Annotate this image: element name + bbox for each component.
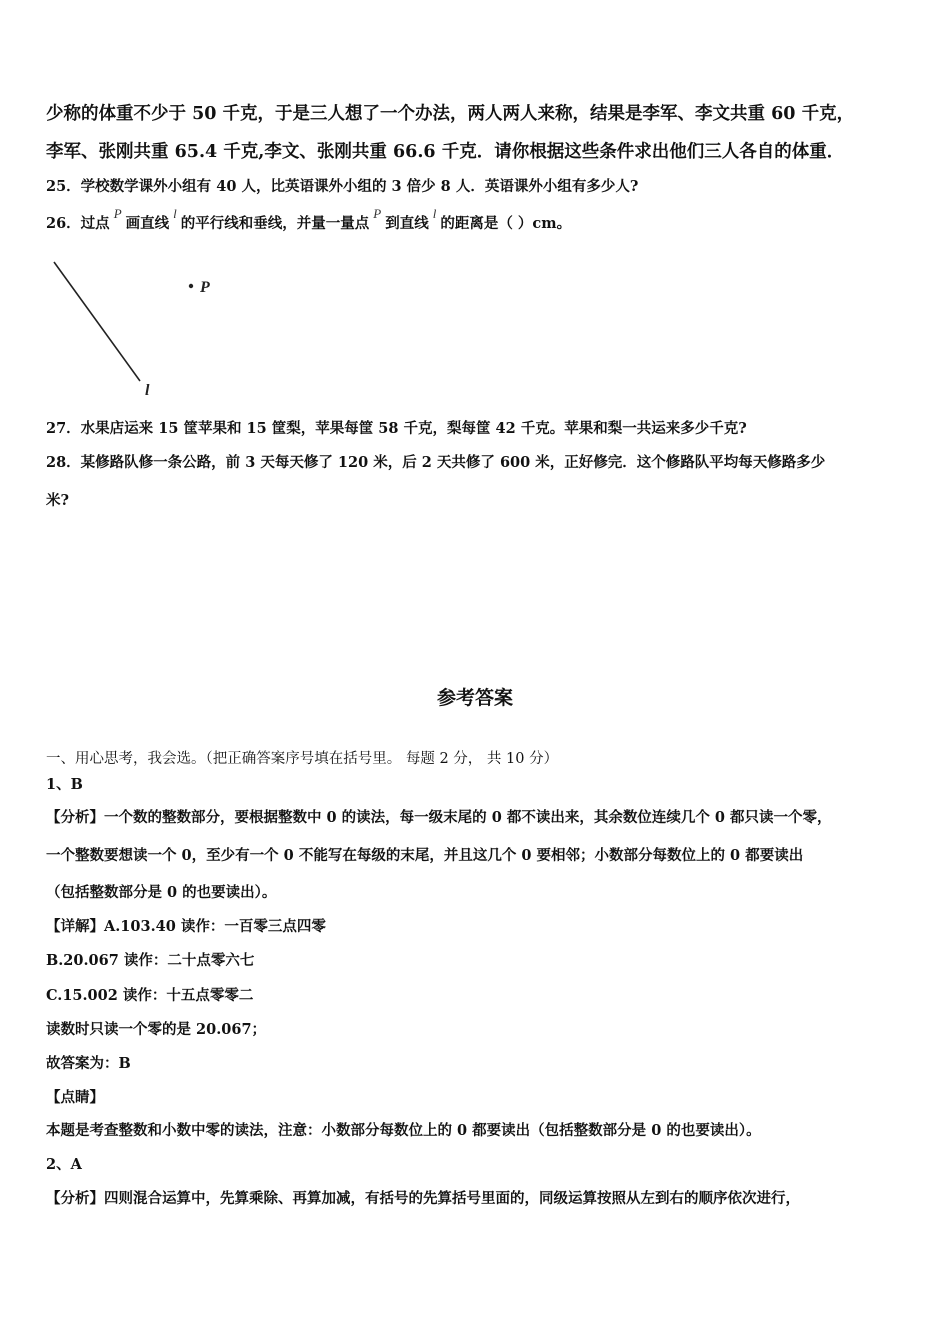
- q26-text-4: 到直线: [385, 215, 429, 232]
- question-27: 27．水果店运来 15 筐苹果和 15 筐梨，苹果每筐 58 千克，梨每筐 42 千克。苹果和梨一共运来多少千克?: [46, 420, 747, 437]
- answer-1-final: 故答案为：B: [46, 1055, 131, 1072]
- q26-text-2: 画直线: [125, 215, 170, 232]
- q26-text-5: 的距离是（ ）cm。: [440, 215, 572, 232]
- answer-1-analysis-3: （包括整数部分是 0 的也要读出）。: [46, 884, 277, 901]
- answer-1-option-b: B.20.067 读作：二十点零六七: [46, 952, 255, 969]
- point-p-label: P: [200, 279, 210, 296]
- var-l: l: [173, 206, 177, 221]
- var-p: P: [373, 206, 382, 221]
- answer-2-analysis: 【分析】四则混合运算中，先算乘除、再算加减，有括号的先算括号里面的，同级运算按照从左到右的顺序依次进行，: [46, 1190, 800, 1207]
- q26-text-3: 的平行线和垂线，并量一量点: [180, 215, 370, 232]
- point-p-dot: [189, 284, 193, 288]
- q26-text-1: 26．过点: [46, 215, 110, 232]
- var-p: P: [113, 206, 122, 221]
- answer-1-head: 1、B: [46, 776, 83, 793]
- var-l: l: [432, 206, 437, 221]
- answer-1-tip: 本题是考查整数和小数中零的读法，注意：小数部分每数位上的 0 都要读出（包括整数部分是 0 的也要读出）。: [46, 1122, 761, 1139]
- question-24-line-2: 李军、张刚共重 65.4 千克,李文、张刚共重 66.6 千克．请你根据这些条件求出他们三人各自的体重．: [46, 142, 845, 162]
- answer-1-analysis-1: 【分析】一个数的整数部分，要根据整数中 0 的读法，每一级末尾的 0 都不读出来，其余数位连续几个 0 都只读一个零，: [46, 809, 832, 826]
- answer-1-analysis-2: 一个整数要想读一个 0，至少有一个 0 不能写在每级的末尾，并且这几个 0 要相邻；小数部分每数位上的 0 都要读出: [46, 847, 804, 864]
- answer-1-option-c: C.15.002 读作：十五点零零二: [46, 987, 254, 1004]
- line-l: [54, 262, 140, 381]
- question-24-line-1: 少称的体重不少于 50 千克，于是三人想了一个办法，两人两人来称，结果是李军、李文共重 60 千克，: [46, 104, 855, 124]
- answer-2-head: 2、A: [46, 1156, 82, 1173]
- question-28-line-1: 28．某修路队修一条公路，前 3 天每天修了 120 米，后 2 天共修了 600 米，正好修完．这个修路队平均每天修路多少: [46, 454, 826, 471]
- answer-1-conclusion: 读数时只读一个零的是 20.067；: [46, 1021, 267, 1038]
- section-1-heading: 一、用心思考，我会选。（把正确答案序号填在括号里。 每题 2 分， 共 10 分）: [46, 751, 559, 767]
- question-26: [46, 206, 572, 233]
- answer-1-tip-head: 【点睛】: [46, 1089, 104, 1106]
- question-25: 25．学校数学课外小组有 40 人，比英语课外小组的 3 倍少 8 人．英语课外小组有多少人?: [46, 178, 639, 195]
- answers-title: 参考答案: [436, 687, 513, 709]
- answer-1-detail: 【详解】A.103.40 读作：一百零三点四零: [46, 918, 326, 935]
- line-l-label: l: [145, 382, 150, 399]
- geometry-figure: [40, 250, 240, 410]
- question-28-line-2: 米?: [46, 492, 69, 509]
